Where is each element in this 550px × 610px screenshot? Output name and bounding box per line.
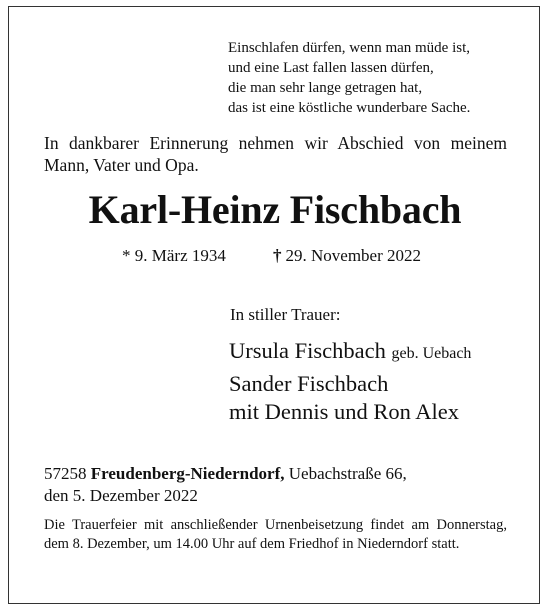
mourner-1-name: Ursula Fischbach	[229, 338, 386, 363]
deceased-name: Karl-Heinz Fischbach	[88, 187, 462, 232]
mourning-heading: In stiller Trauer:	[230, 305, 341, 324]
poem-line: das ist eine köstliche wunderbare Sache.	[228, 100, 471, 116]
mourner-1-maiden: geb. Uebach	[391, 345, 472, 362]
poem-line: die man sehr lange getragen hat,	[228, 80, 423, 96]
poem	[228, 38, 470, 118]
birth-date: * 9. März 1934	[122, 246, 226, 265]
mourner-3: mit Dennis und Ron Alex	[229, 399, 459, 424]
mourner-1	[229, 338, 471, 364]
postcode: 57258	[44, 464, 87, 483]
cross-icon: †	[273, 246, 282, 265]
address-line	[44, 463, 407, 485]
funeral-notice: Die Trauerfeier mit anschließender Urnenbeisetzung findet am Donnerstag, dem 8. Dezember, um 14.00 Uhr auf dem Friedhof in Niederndorf statt.	[44, 517, 507, 552]
city: Freudenberg-Niederndorf,	[90, 464, 285, 483]
address-block	[44, 463, 407, 507]
intro-text: In dankbarer Erinnerung nehmen wir Abschied von meinem Mann, Vater und Opa.	[44, 133, 507, 175]
death-date	[273, 246, 421, 266]
poem-line: und eine Last fallen lassen dürfen,	[228, 60, 434, 76]
address-date: den 5. Dezember 2022	[44, 486, 198, 505]
death-date-text: 29. November 2022	[285, 246, 422, 265]
street: Uebachstraße 66,	[288, 464, 407, 483]
mourner-2: Sander Fischbach	[229, 371, 389, 396]
poem-line: Einschlafen dürfen, wenn man müde ist,	[228, 40, 471, 56]
